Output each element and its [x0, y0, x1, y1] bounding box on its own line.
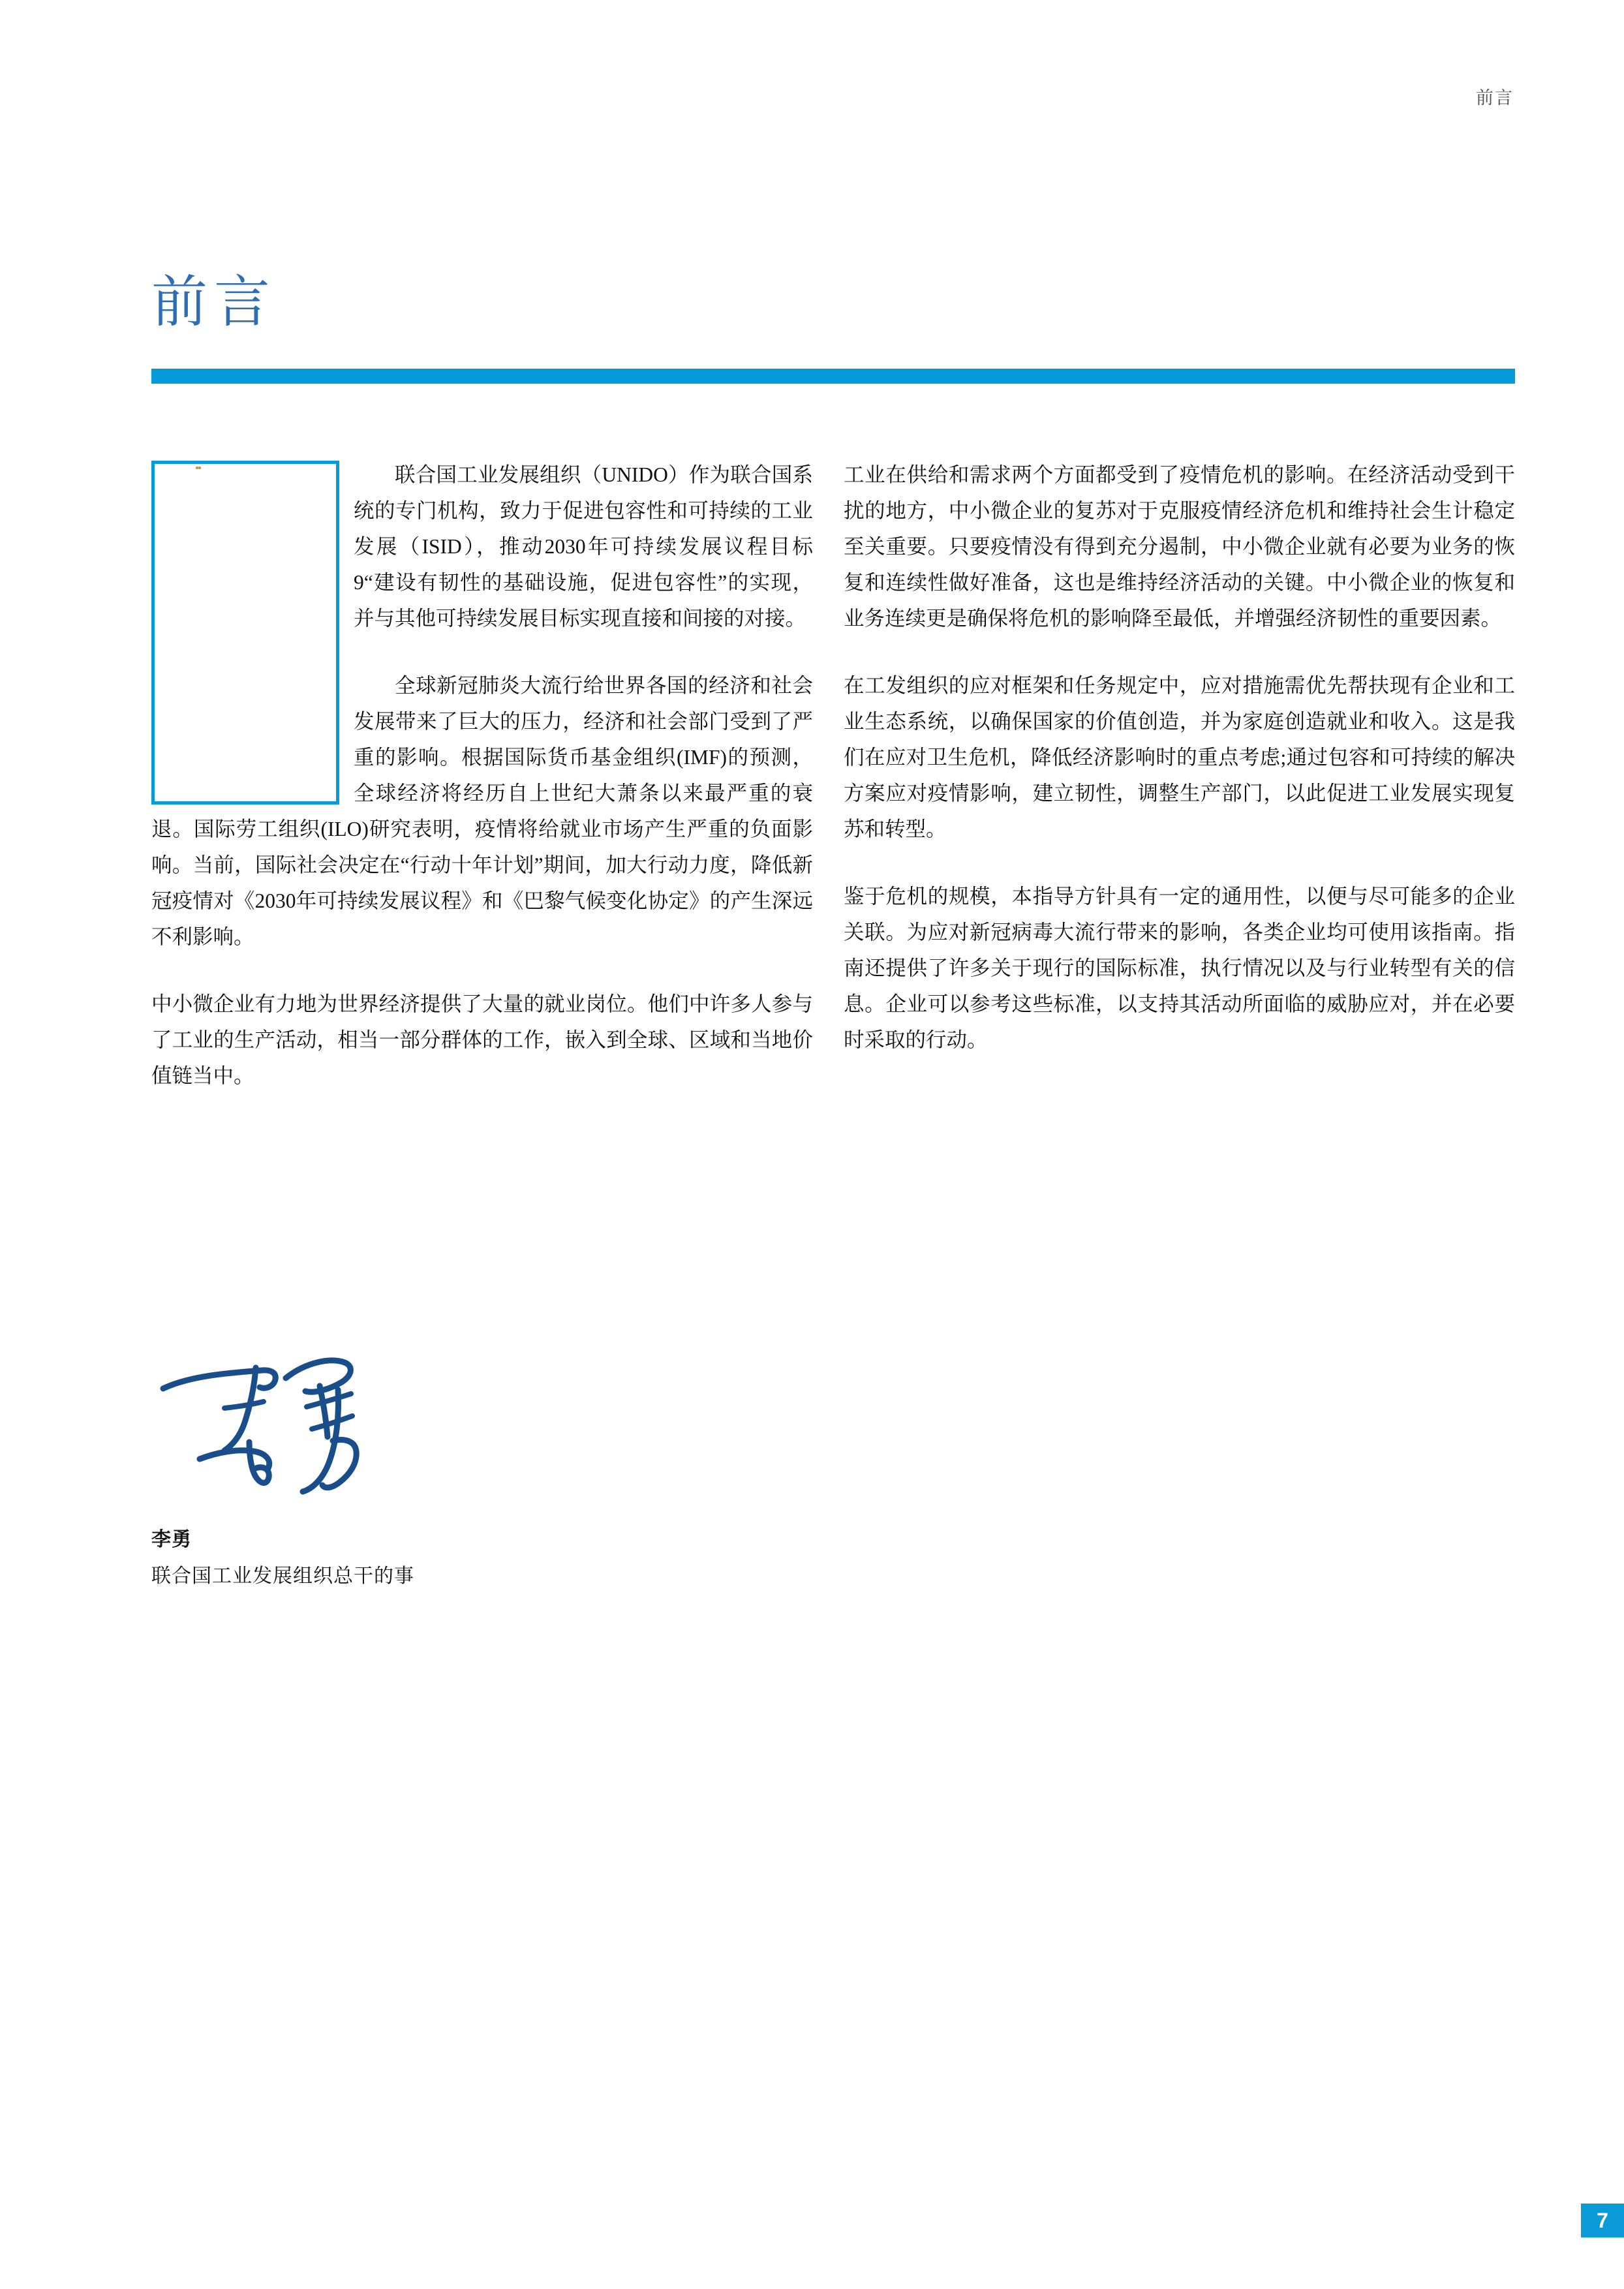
title-divider-rule — [151, 369, 1515, 384]
running-header: 前言 — [1476, 88, 1514, 108]
portrait-photo-frame — [151, 461, 339, 805]
body-column-left — [151, 457, 813, 1094]
signatory-job-title: 联合国工业发展组织总干的事 — [151, 1565, 414, 1587]
handwritten-signature — [151, 1344, 458, 1507]
signature-block — [151, 1344, 608, 1588]
signatory-name: 李勇 — [151, 1529, 192, 1550]
page-title: 前言 — [151, 271, 277, 333]
paragraph: 工业在供给和需求两个方面都受到了疫情危机的影响。在经济活动受到干扰的地方，中小微企业的复苏对于克服疫情经济危机和维持社会生计稳定至关重要。只要疫情没有得到充分遏制，中小微企业就有必要为业务的恢复和连续性做好准备，这也是维持经济活动的关键。中小微企业的恢复和业务连续更是确保将危机的影响降至最低，并增强经济韧性的重要因素。 — [844, 463, 1515, 630]
page-number-badge: 7 — [1581, 2204, 1624, 2237]
paragraph — [151, 457, 813, 636]
body-column-right — [844, 457, 1515, 1058]
paragraph-text: 联合国工业发展组织（UNIDO）作为联合国系统的专门机构，致力于促进包容性和可持续的工业发展（ISID），推动2030年可持续发展议程目标9“建设有韧性的基础设施，促进包容性”的实现，并与其他可持续发展目标实现直接和间接的对接。 — [354, 463, 813, 630]
paragraph: 在工发组织的应对框架和任务规定中，应对措施需优先帮扶现有企业和工业生态系统，以确保国家的价值创造，并为家庭创造就业和收入。这是我们在应对卫生危机，降低经济影响时的重点考虑;通过包容和可持续的解决方案应对疫情影响，建立韧性，调整生产部门，以此促进工业发展实现复苏和转型。 — [844, 674, 1515, 840]
paragraph: 全球新冠肺炎大流行给世界各国的经济和社会发展带来了巨大的压力，经济和社会部门受到了严重的影响。根据国际货币基金组织(IMF)的预测，全球经济将经历自上世纪大萧条以来最严重的衰退。国际劳工组织(ILO)研究表明，疫情将给就业市场产生严重的负面影响。当前，国际社会决定在“行动十年计划”期间，加大行动力度，降低新冠疫情对《2030年可持续发展议程》和《巴黎气候变化协定》的产生深远不利影响。 — [151, 674, 813, 948]
paragraph: 中小微企业有力地为世界经济提供了大量的就业岗位。他们中许多人参与了工业的生产活动，相当一部分群体的工作，嵌入到全球、区域和当地价值链当中。 — [151, 992, 813, 1087]
paragraph: 鉴于危机的规模，本指导方针具有一定的通用性，以便与尽可能多的企业关联。为应对新冠病毒大流行带来的影响，各类企业均可使用该指南。指南还提供了许多关于现行的国际标准，执行情况以及与行业转型有关的信息。企业可以参考这些标准，以支持其活动所面临的威胁应对，并在必要时采取的行动。 — [844, 885, 1515, 1051]
